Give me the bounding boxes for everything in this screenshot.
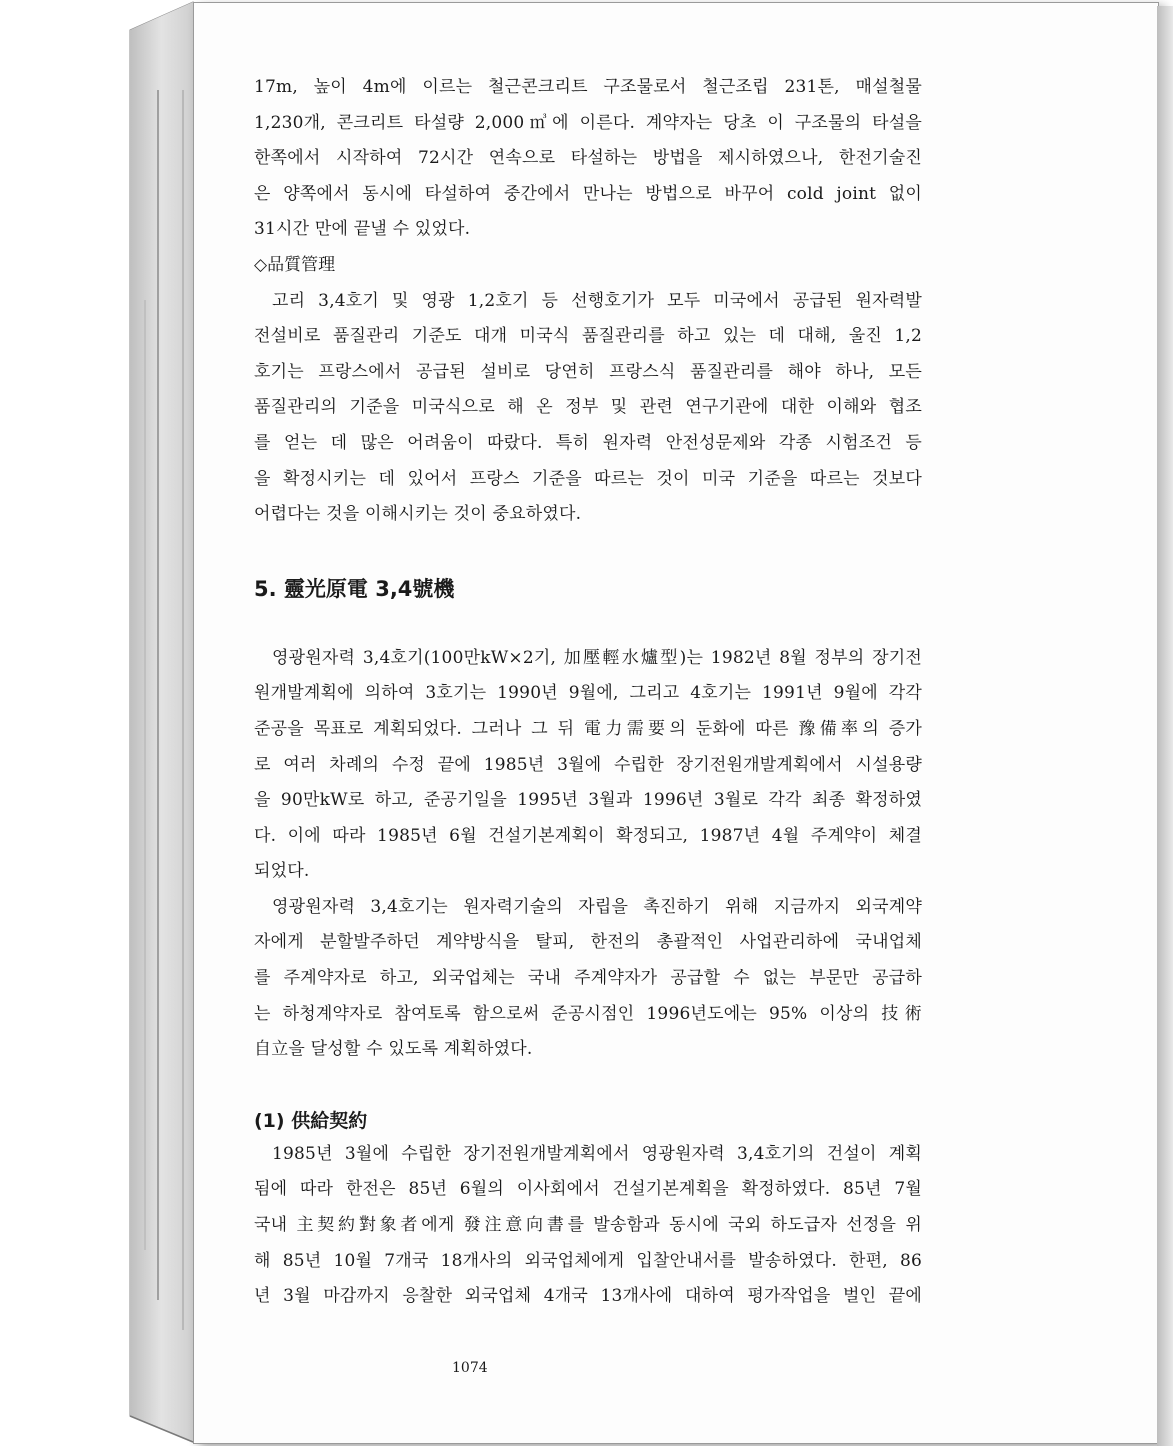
- text-line: 자에게 분할발주하던 계약방식을 탈피, 한전의 총괄적인 사업관리하에 국내업체: [254, 932, 922, 953]
- page-content: [254, 70, 922, 1315]
- text-line: 영광원자력 3,4호기는 원자력기술의 자립을 촉진하기 위해 지금까지 외국계약: [272, 896, 922, 917]
- text-line: 은 양쪽에서 동시에 타설하여 중간에서 만나는 방법으로 바꾸어 cold joint 없이: [254, 183, 922, 204]
- text-line: 1985년 3월에 수립한 장기전원개발계획에서 영광원자력 3,4호기의 건설이 계획: [272, 1143, 922, 1164]
- text-line: 됨에 따라 한전은 85년 6월의 이사회에서 건설기본계획을 확정하였다. 85년 7월: [254, 1179, 922, 1200]
- paragraph-construction: [254, 70, 922, 248]
- text-line: 다. 이에 따라 1985년 6월 건설기본계획이 확정되고, 1987년 4월 주계약이 체결: [254, 825, 922, 846]
- text-line: 로 여러 차례의 수정 끝에 1985년 3월에 수립한 장기전원개발계획에서 시설용량: [254, 754, 922, 775]
- paragraph-self-reliance: [254, 890, 922, 1068]
- text-line: 을 확정시키는 데 있어서 프랑스 기준을 따르는 것이 미국 기준을 따르는 것보다: [254, 468, 922, 489]
- text-line: 를 얻는 데 많은 어려움이 따랐다. 특히 원자력 안전성문제와 각종 시험조건 등: [254, 432, 922, 453]
- text-line: 품질관리의 기준을 미국식으로 해 온 정부 및 관련 연구기관에 대한 이해와 협조: [254, 397, 922, 418]
- paragraph-supply-contract: [254, 1137, 922, 1315]
- page-edge: [1157, 6, 1173, 1446]
- section-title: 5. 靈光原電 3,4號機: [254, 576, 455, 601]
- text-line: 준공을 목표로 계획되었다. 그러나 그 뒤 電力需要의 둔화에 따른 豫備率의 증가: [254, 718, 922, 739]
- paragraph-plan: [254, 641, 922, 890]
- quality-heading: ◇品質管理: [254, 254, 336, 275]
- text-line: 영광원자력 3,4호기(100만kW×2기, 加壓輕水爐型)는 1982년 8월 정부의 장기전: [272, 647, 922, 668]
- text-line: 되었다.: [254, 861, 310, 882]
- text-line: 自立을 달성할 수 있도록 계획하였다.: [254, 1039, 533, 1060]
- paragraph-quality: [254, 284, 922, 533]
- text-line: 17m, 높이 4m에 이르는 철근콘크리트 구조물로서 철근조립 231톤, 매설철물: [254, 77, 922, 97]
- text-line: 해 85년 10월 7개국 18개사의 외국업체에게 입찰안내서를 발송하였다. 한편, 86: [254, 1250, 922, 1271]
- text-line: 을 90만kW로 하고, 준공기일을 1995년 3월과 1996년 3월로 각각 최종 확정하였: [254, 790, 922, 811]
- text-line: 1,230개, 콘크리트 타설량 2,000㎥에 이른다. 계약자는 당초 이 구조물의 타설을: [254, 112, 922, 133]
- text-line: 년 3월 마감까지 응찰한 외국업체 4개국 13개사에 대하여 평가작업을 벌인 끝에: [254, 1286, 922, 1307]
- text-line: 고리 3,4호기 및 영광 1,2호기 등 선행호기가 모두 미국에서 공급된 원자력발: [272, 290, 922, 311]
- text-line: 전설비로 품질관리 기준도 대개 미국식 품질관리를 하고 있는 데 대해, 울진 1,2: [254, 326, 922, 347]
- text-line: 어렵다는 것을 이해시키는 것이 중요하였다.: [254, 504, 582, 525]
- text-line: 호기는 프랑스에서 공급된 설비로 당연히 프랑스식 품질관리를 해야 하나, 모든: [254, 361, 922, 382]
- text-line: 원개발계획에 의하여 3호기는 1990년 9월에, 그리고 4호기는 1991년 9월에 각각: [254, 683, 922, 704]
- subsection-title: (1) 供給契約: [254, 1109, 368, 1132]
- text-line: 31시간 만에 끝낼 수 있었다.: [254, 219, 471, 240]
- text-line: 는 하청계약자로 참여토록 함으로써 준공시점인 1996년도에는 95% 이상의 技術: [254, 1003, 922, 1024]
- page-number: 1074: [452, 1360, 488, 1376]
- text-line: 한쪽에서 시작하여 72시간 연속으로 타설하는 방법을 제시하였으나, 한전기술진: [254, 148, 922, 169]
- text-line: 국내 主契約對象者에게 發注意向書를 발송함과 동시에 국외 하도급자 선정을 위: [254, 1215, 922, 1236]
- text-line: 를 주계약자로 하고, 외국업체는 국내 주계약자가 공급할 수 없는 부문만 공급하: [254, 968, 922, 989]
